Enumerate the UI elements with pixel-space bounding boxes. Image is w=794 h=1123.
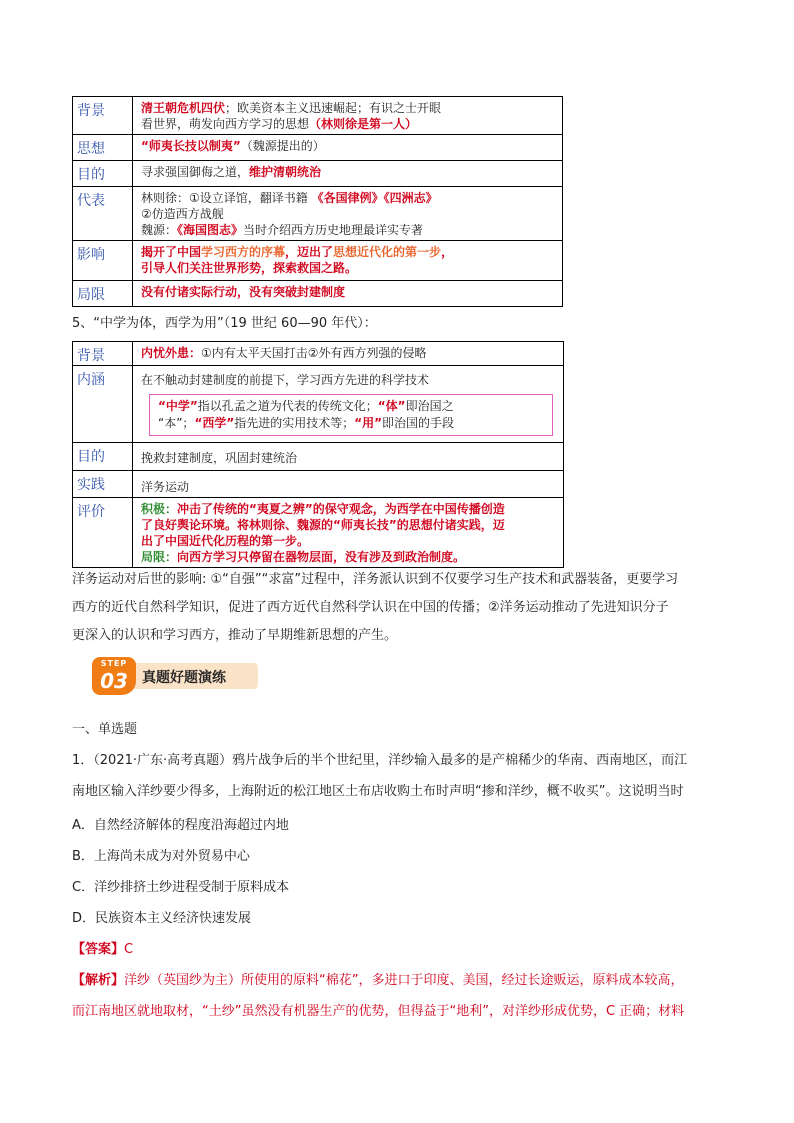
- text-segment: 揭开了中国: [141, 245, 202, 259]
- row-line: [141, 164, 556, 180]
- thought-table: [72, 96, 563, 307]
- answer-line: [72, 938, 133, 957]
- option-a: A．自然经济解体的程度沿海超过内地: [72, 818, 289, 833]
- text-segment: 指先进的实用技术等；: [234, 416, 355, 430]
- row-content-connotation: [133, 366, 564, 443]
- text-segment: （林则徐是第一人）: [309, 117, 418, 131]
- text-segment: 指以孔孟之道为代表的传统文化；: [197, 399, 378, 413]
- text-segment: 引导人们关注世界形势，探索救国之路。: [141, 261, 358, 275]
- text-segment: “用”: [354, 416, 383, 430]
- text-segment: 局限：: [141, 550, 178, 564]
- row-line: [141, 222, 556, 238]
- text-segment: 维护清朝统治: [249, 165, 322, 179]
- text-segment: ，迈出了: [285, 245, 334, 259]
- row-line: [141, 284, 556, 300]
- row-content-background: [133, 342, 564, 366]
- row-line: [141, 100, 556, 116]
- option-b: B．上海尚未成为对外贸易中心: [72, 849, 250, 864]
- text-segment: 出了中国近代化历程的第一步。: [141, 534, 310, 548]
- row-content: [133, 97, 563, 135]
- segment-line: [158, 415, 544, 432]
- row-content-practice: 洋务运动: [133, 471, 564, 498]
- row-label-background: 背景: [73, 342, 133, 366]
- text-segment: 《海国图志》: [177, 223, 244, 237]
- text-segment: 思想近代化的第一步: [333, 245, 442, 259]
- text-segment: 没有付诸实际行动，没有突破封建制度: [141, 285, 346, 299]
- row-label: 影响: [73, 241, 133, 281]
- evaluation-line: [141, 517, 557, 533]
- row-label: 思想: [73, 135, 133, 161]
- text-segment: ①内有太平天国打击②外有西方列强的侵略: [201, 346, 427, 360]
- row-label-practice: 实践: [73, 471, 133, 498]
- row-label: 局限: [73, 281, 133, 307]
- westernization-table: [72, 341, 564, 568]
- text-segment: “师夷长技以制夷”: [141, 139, 241, 153]
- row-content-purpose: 挽救封建制度，巩固封建统治: [133, 443, 564, 471]
- row-line: [141, 116, 556, 132]
- segment-line: [141, 345, 557, 361]
- row-line: [141, 260, 556, 276]
- connotation-text: 在不触动封建制度的前提下，学习西方先进的科学技术: [141, 373, 430, 387]
- row-content: [133, 161, 563, 187]
- row-label-evaluation: 评价: [73, 498, 133, 568]
- section-title: 一、单选题: [72, 722, 138, 737]
- option-d: D．民族资本主义经济快速发展: [72, 911, 252, 926]
- text-segment: ，: [441, 245, 454, 259]
- row-line: [141, 206, 556, 222]
- text-segment: 即治国之: [405, 399, 454, 413]
- question-stem-line: 1．（2021·广东·高考真题）鸦片战争后的半个世纪里，洋纱输入最多的是产棉稀少的华南、西南地区，而江: [72, 753, 688, 768]
- analysis-tag: 【解析】: [72, 973, 125, 988]
- paragraph-line: 西方的近代自然科学知识，促进了西方近代自然科学认识在中国的传播；②洋务运动推动了先进知识分子: [72, 600, 669, 615]
- evaluation-line: [141, 549, 557, 565]
- row-label: 代表: [73, 187, 133, 241]
- text-segment: ②仿造西方战舰: [141, 207, 224, 221]
- text-segment: 积极：: [141, 502, 178, 516]
- row-content: [133, 187, 563, 241]
- text-segment: 寻求强国御侮之道，: [141, 165, 250, 179]
- row-label: 背景: [73, 97, 133, 135]
- row-line: [141, 190, 556, 206]
- question-stem-line: 南地区输入洋纱要少得多，上海附近的松江地区土布店收购土布时声明“掺和洋纱，概不收买”。这说明当时: [72, 784, 684, 799]
- segment-line: [158, 398, 544, 415]
- evaluation-line: [141, 501, 557, 517]
- impact-paragraph: [72, 566, 732, 650]
- text-segment: 《各国律例》《四洲志》: [311, 191, 438, 205]
- step-word: STEP: [100, 659, 128, 668]
- text-segment: “体”: [377, 399, 406, 413]
- step-banner: [92, 657, 267, 695]
- step-title: 真题好题演练: [142, 670, 226, 686]
- text-segment: “西学”: [194, 416, 235, 430]
- text-segment: “中学”: [158, 399, 198, 413]
- answer-tag: 【答案】: [72, 942, 125, 957]
- row-line: [141, 138, 556, 154]
- text-segment: 当时介绍西方历史地理最详实专著: [243, 223, 424, 237]
- text-segment: 魏源：: [141, 223, 178, 237]
- text-segment: 林则徐：①设立译馆，翻译书籍: [141, 191, 312, 205]
- text-segment: “本”；: [158, 416, 195, 430]
- row-label-purpose: 目的: [73, 443, 133, 471]
- row-content: [133, 241, 563, 281]
- text-segment: 清王朝危机四伏: [141, 101, 226, 115]
- analysis-line: [72, 969, 684, 988]
- text-segment: ；欧美资本主义迅速崛起；有识之士开眼: [225, 101, 442, 115]
- text-segment: 即治国的手段: [382, 416, 455, 430]
- section-heading-5: 5、“中学为体，西学为用”（19 世纪 60—90 年代）：: [72, 316, 377, 331]
- answer-value: C: [124, 942, 134, 957]
- text-segment: 看世界，萌发向西方学习的思想: [141, 117, 310, 131]
- text-segment: 内忧外患：: [141, 346, 202, 360]
- text-segment: 了良好舆论环境。将林则徐、魏源的“师夷长技”的思想付诸实践，迈: [141, 518, 505, 532]
- paragraph-line: 洋务运动对后世的影响: ①“自强”“求富”过程中，洋务派认识到不仅要学习生产技术和武器装备，更要学习: [72, 572, 679, 587]
- definition-box: [149, 394, 553, 436]
- row-content: [133, 135, 563, 161]
- text-segment: 学习西方的序幕: [201, 245, 286, 259]
- paragraph-line: 更深入的认识和学习西方，推动了早期维新思想的产生。: [72, 628, 398, 643]
- text-segment: （魏源提出的）: [240, 139, 325, 153]
- evaluation-line: [141, 533, 557, 549]
- step-number: 03: [100, 669, 128, 693]
- text-segment: 冲击了传统的“夷夏之辨”的保守观念，为西学在中国传播创造: [177, 502, 505, 516]
- option-c: C．洋纱排挤土纱进程受制于原料成本: [72, 880, 290, 895]
- row-content-evaluation: [133, 498, 564, 568]
- analysis-line-2: 而江南地区就地取材，“土纱”虽然没有机器生产的优势，但得益于“地利”，对洋纱形成优势，C 正确；材料: [72, 1004, 685, 1019]
- analysis-text: 洋纱（英国纱为主）所使用的原料“棉花”，多进口于印度、美国，经过长途贩运，原料成本较高，: [124, 973, 684, 988]
- row-label: 目的: [73, 161, 133, 187]
- row-label-connotation: 内涵: [73, 366, 133, 443]
- text-segment: 向西方学习只停留在器物层面，没有涉及到政治制度。: [177, 550, 466, 564]
- row-content: [133, 281, 563, 307]
- row-line: [141, 244, 556, 260]
